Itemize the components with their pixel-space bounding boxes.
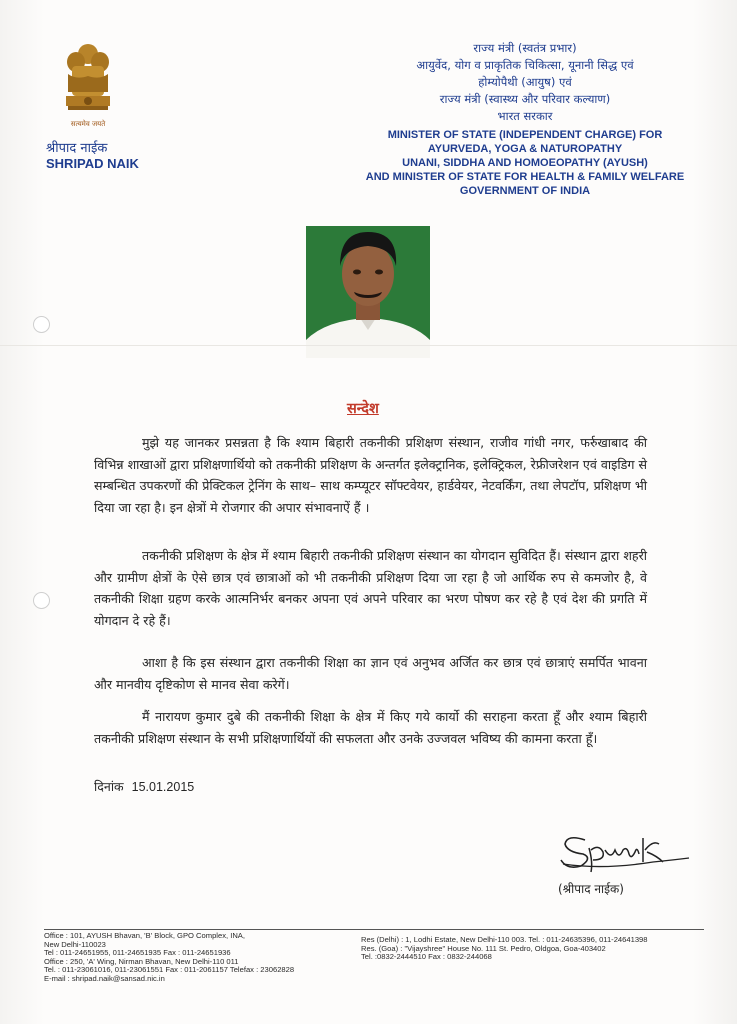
footer-email: E-mail : shripad.naik@sansad.nic.in bbox=[44, 973, 165, 983]
letter-paragraph: मुझे यह जानकर प्रसन्नता है कि श्याम बिहारी तकनीकी प्रशिक्षण संस्थान, राजीव गांधी नगर, फर्रुखाबाद की विभिन्न शाखाओं द्वारा प्रशिक्षणार्थियो को तकनीकी प्रशिक्षण के अन्तर्गत इलेक्ट्रानिक, इलेक्ट्रिकल, रेफ्रीजरेशन एवं वाइडिग से सम्बन्धित उपकरणों की प्रेक्टिकल ट्रेनिंग के साथ– साथ कम्प्यूटर सॉफ्टवेयर, हार्डवेयर, नेटवर्किंग, तथा लेपटॉप, प्रशिक्षण भी दिया जा रहा है। इन क्षेत्रों मे रोजगार की अपार संभावनाऐं हैं । bbox=[94, 435, 647, 515]
footer-line: Res. (Goa) : "Vijayshree" House No. 111 St. Pedro, Oldgoa, Goa-403402 bbox=[361, 943, 606, 953]
designation-hindi-line: होम्योपैथी (आयुष) एवं bbox=[478, 75, 572, 89]
footer-residence-address bbox=[361, 936, 648, 962]
footer-line: Office : 101, AYUSH Bhavan, 'B' Block, GPO Complex, INA, bbox=[44, 931, 245, 940]
signatory-name: (श्रीपाद नाईक) bbox=[558, 882, 624, 896]
minister-name-english: SHRIPAD NAIK bbox=[46, 156, 139, 171]
svg-text:सत्यमेव जयते: सत्यमेव जयते bbox=[70, 120, 106, 128]
letter-paragraph: तकनीकी प्रशिक्षण के क्षेत्र में श्याम बिहारी तकनीकी प्रशिक्षण संस्थान का योगदान सुविदित हैं। संस्थान द्वारा शहरी और ग्रामीण क्षेत्रों के ऐसे छात्र एवं छात्राओं को भी तकनीकी प्रशिक्षण दिया जा रहा है जो आर्थिक रुप से कमजोर है, वे तकनीकी शिक्षा ग्रहण करके आत्मनिर्भर बनकर अपना एवं अपने परिवार का भरण पोषण कर रहे है एवं देश की प्रगति में योगदान दे रहे हैं। bbox=[94, 548, 647, 628]
letter-paragraph: आशा है कि इस संस्थान द्वारा तकनीकी शिक्षा का ज्ञान एवं अनुभव अर्जित कर छात्र एवं छात्राएं समर्पित भावना और मानवीय दृष्टिकोण से मानव सेवा करेगें। bbox=[94, 655, 647, 692]
punch-hole bbox=[33, 316, 50, 333]
date-label: दिनांक bbox=[94, 779, 124, 794]
minister-name-hindi: श्रीपाद नाईक bbox=[46, 141, 108, 156]
designation-english-line: AND MINISTER OF STATE FOR HEALTH & FAMILY WELFARE bbox=[365, 171, 685, 183]
designation-hindi-line: भारत सरकार bbox=[497, 109, 553, 123]
minister-photo bbox=[306, 226, 430, 358]
designation-hindi-line: आयुर्वेद, योग व प्राकृतिक चिकित्सा, यूनानी सिद्ध एवं bbox=[416, 58, 634, 72]
handwritten-signature bbox=[555, 826, 695, 876]
letter-date bbox=[94, 778, 194, 795]
footer-line: Tel : 011-24651955, 011-24651935 Fax : 011-24651936 bbox=[44, 948, 231, 958]
designation-hindi-line: राज्य मंत्री (स्वास्थ्य और परिवार कल्याण) bbox=[439, 92, 611, 106]
letter-title: सन्देश bbox=[347, 401, 379, 417]
letter-paragraph: मैं नारायण कुमार दुबे की तकनीकी शिक्षा के क्षेत्र में किए गये कार्यो की सराहना करता हूँ और श्याम बिहारी तकनीकी प्रशिक्षण संस्थान के सभी प्रशिक्षणार्थियों की सफलता और उनके उज्जवल भविष्य की कामना करता हूँ। bbox=[94, 709, 647, 746]
footer-line: Res (Delhi) : 1, Lodhi Estate, New Delhi-110 003. Tel. : 011-24635396, 011-24641398 bbox=[361, 935, 648, 944]
designation-english-line: GOVERNMENT OF INDIA bbox=[459, 185, 591, 197]
paper-fold-line bbox=[0, 345, 737, 346]
letterhead-designation bbox=[330, 40, 720, 198]
footer-divider bbox=[44, 929, 704, 930]
date-value: 15.01.2015 bbox=[131, 780, 195, 794]
footer-line: Tel. : 011-23061016, 011-23061551 Fax : 011-2061157 Telefax : 23062828 bbox=[44, 965, 295, 975]
footer-line: New Delhi-110023 bbox=[44, 939, 106, 949]
designation-english-line: AYURVEDA, YOGA & NATUROPATHY bbox=[427, 143, 623, 155]
designation-hindi-line: राज्य मंत्री (स्वतंत्र प्रभार) bbox=[473, 41, 577, 55]
designation-english-line: MINISTER OF STATE (INDEPENDENT CHARGE) FOR bbox=[387, 129, 663, 141]
national-emblem-icon bbox=[58, 40, 118, 132]
punch-hole bbox=[33, 592, 50, 609]
designation-english-line: UNANI, SIDDHA AND HOMOEOPATHY (AYUSH) bbox=[402, 157, 648, 169]
footer-line: Tel. :0832-2444510 Fax : 0832-244068 bbox=[361, 952, 492, 962]
footer-office-address bbox=[44, 932, 294, 984]
footer-line: Office : 250, 'A' Wing, Nirman Bhavan, New Delhi-110 011 bbox=[44, 956, 239, 966]
